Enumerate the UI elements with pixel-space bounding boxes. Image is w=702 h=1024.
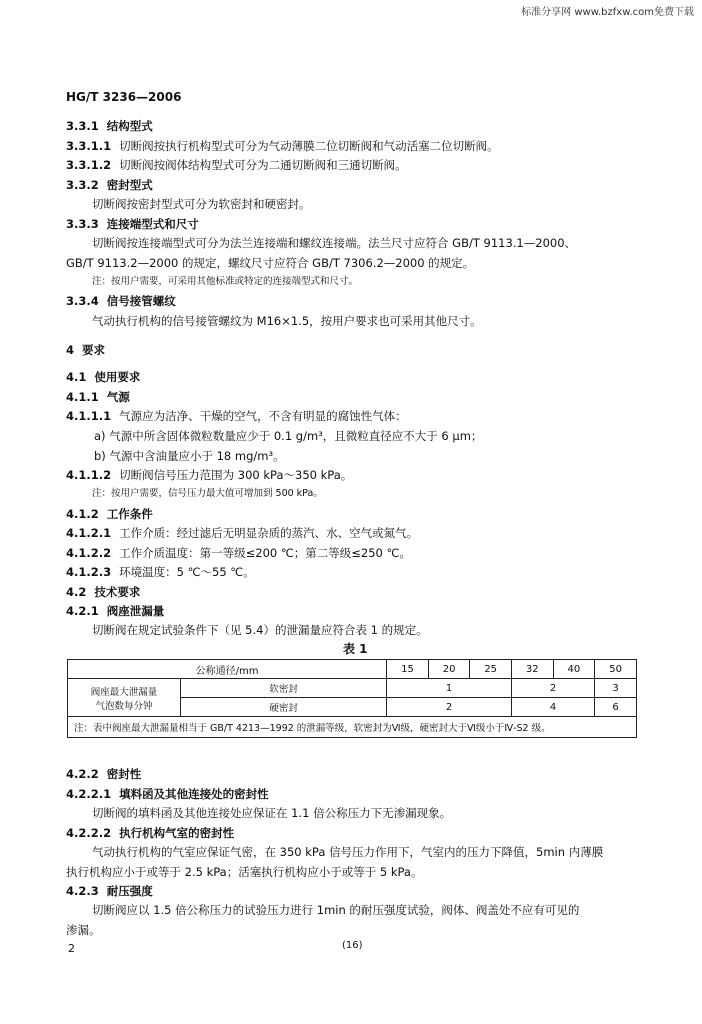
clause-text: 气源应为洁净、干燥的空气，不含有明显的腐蚀性气体： [119, 409, 407, 423]
dn-50: 50 [595, 660, 637, 679]
clause-text: 技术要求 [94, 585, 141, 599]
hard-seal-label: 硬密封 [181, 698, 387, 717]
clause-number: 4 [66, 343, 75, 357]
soft-value-small: 1 [387, 679, 512, 698]
dn-20: 20 [428, 660, 470, 679]
clause-number: 3.3.2 [66, 178, 99, 192]
clause-text: 工作条件 [106, 507, 153, 521]
text-line [66, 177, 153, 193]
text-line [92, 196, 311, 212]
clause-text: 气源 [106, 390, 130, 404]
clause-text: 连接端型式和尺寸 [106, 217, 199, 231]
clause-number: 4.1.2 [66, 507, 99, 521]
clause-text: 切断阀按连接端型式可分为法兰连接端和螺纹连接端。法兰尺寸应符合 GB/T 9113.1—2000、 [92, 236, 577, 250]
clause-text: 切断阀的填料函及其他连接处应保证在 1.1 倍公称压力下无渗漏现象。 [92, 806, 452, 820]
clause-text: 执行机构应小于或等于 2.5 kPa；活塞执行机构应小于或等于 5 kPa。 [66, 865, 423, 879]
text-line [66, 408, 407, 424]
clause-number: 4.1 [66, 370, 87, 384]
clause-number: 4.1.2.1 [66, 526, 112, 540]
clause-text: b) 气源中含油量应小于 18 mg/m³。 [94, 449, 285, 463]
text-line [66, 138, 499, 154]
text-line [66, 506, 153, 522]
clause-text: 阀座泄漏量 [106, 604, 165, 618]
clause-text: 耐压强度 [106, 884, 153, 898]
clause-number: 3.3.4 [66, 294, 99, 308]
text-line [66, 883, 153, 899]
clause-number: 4.2.2.1 [66, 787, 112, 801]
clause-number: 3.3.1.2 [66, 158, 112, 172]
clause-number: 4.1.2.3 [66, 565, 112, 579]
clause-text: 结构型式 [106, 119, 153, 133]
clause-text: 使用要求 [94, 370, 141, 384]
clause-text: GB/T 9113.2—2000 的规定，螺纹尺寸应符合 GB/T 7306.2—2000 的规定。 [66, 256, 475, 270]
clause-number: 4.1.1 [66, 390, 99, 404]
text-line [66, 255, 474, 271]
dn-40: 40 [553, 660, 595, 679]
clause-text: 执行机构气室的密封性 [119, 826, 235, 840]
clause-text: 工作介质温度：第一等级≤200 ℃；第二等级≤250 ℃。 [119, 546, 411, 560]
clause-text: 切断阀应以 1.5 倍公称压力的试验压力进行 1min 的耐压强度试验，阀体、阀盖处不应有可见的 [92, 903, 580, 917]
text-line [66, 467, 352, 483]
header-label: 公称通径/mm [68, 660, 387, 679]
text-line [92, 486, 323, 502]
clause-text: 密封性 [106, 767, 142, 781]
dn-32: 32 [511, 660, 553, 679]
text-line [66, 786, 269, 802]
clause-number: 4.2.2.2 [66, 826, 112, 840]
clause-text: 切断阀按执行机构型式可分为气动薄膜二位切断阀和气动活塞二位切断阀。 [119, 139, 499, 153]
table-title: 表 1 [343, 642, 368, 656]
text-line [66, 603, 164, 619]
clause-number: 4.1.2.2 [66, 546, 112, 560]
leakage-table [67, 659, 637, 738]
clause-text: 切断阀按密封型式可分为软密封和硬密封。 [92, 197, 311, 211]
text-line [66, 864, 422, 880]
clause-text: 要求 [82, 343, 106, 357]
text-line [66, 525, 418, 541]
text-line [92, 235, 576, 251]
text-line [66, 118, 153, 134]
clause-text: 工作介质：经过滤后无明显杂质的蒸汽、水、空气或氮气。 [119, 526, 419, 540]
soft-value-mid: 2 [511, 679, 594, 698]
clause-text: 信号接管螺纹 [106, 294, 176, 308]
clause-text: 气动执行机构的信号接管螺纹为 M16×1.5，按用户要求也可采用其他尺寸。 [92, 314, 482, 328]
page-number: 2 [68, 942, 75, 955]
clause-number: 4.2.3 [66, 884, 99, 898]
hard-value-small: 2 [387, 698, 512, 717]
text-line [92, 805, 451, 821]
text-line [92, 902, 579, 918]
standard-number: HG/T 3236—2006 [66, 90, 182, 104]
dn-15: 15 [387, 660, 429, 679]
clause-text: 切断阀信号压力范围为 300 kPa～350 kPa。 [119, 468, 353, 482]
row-group-label [68, 679, 181, 717]
text-line [66, 766, 141, 782]
text-line [94, 428, 482, 444]
text-line [92, 844, 603, 860]
text-line [66, 545, 411, 561]
text-line [92, 313, 482, 329]
clause-number: 3.3.1 [66, 119, 99, 133]
hard-value-large: 6 [595, 698, 637, 717]
clause-number: 3.3.3 [66, 217, 99, 231]
clause-text: 气动执行机构的气室应保证气密，在 350 kPa 信号压力作用下，气室内的压力下降值，5min 内薄膜 [92, 845, 604, 859]
row-group-label-2: 气泡数每分钟 [95, 700, 153, 712]
text-line [66, 564, 255, 580]
clause-number: 4.2.1 [66, 604, 99, 618]
text-line [66, 584, 140, 600]
clause-text: 密封型式 [106, 178, 153, 192]
text-line [66, 922, 101, 938]
text-line [66, 342, 105, 358]
text-line [66, 293, 176, 309]
clause-text: a) 气源中所含固体微粒数量应少于 0.1 g/m³，且微粒直径应不大于 6 μm； [94, 429, 483, 443]
text-line [66, 825, 234, 841]
soft-seal-label: 软密封 [181, 679, 387, 698]
hard-value-mid: 4 [511, 698, 594, 717]
table-note: 注：表中阀座最大泄漏量相当于 GB/T 4213—1992 的泄漏等级，软密封为Ⅵ级，硬密封大于Ⅵ级小于Ⅳ-S2 级。 [68, 717, 637, 738]
dn-25: 25 [470, 660, 512, 679]
text-line [92, 622, 428, 638]
page-number-bracketed: (16) [342, 940, 363, 951]
clause-text: 填料函及其他连接处的密封性 [119, 787, 269, 801]
clause-text: 注：按用户需要，信号压力最大值可增加到 500 kPa。 [92, 488, 323, 499]
row-group-label-1: 阀座最大泄漏量 [90, 686, 158, 698]
clause-number: 4.2 [66, 585, 87, 599]
clause-number: 4.1.1.2 [66, 468, 112, 482]
clause-text: 环境温度：5 ℃～55 ℃。 [119, 565, 255, 579]
text-line [92, 274, 358, 290]
text-line [94, 448, 285, 464]
clause-number: 3.3.1.1 [66, 139, 112, 153]
clause-text: 渗漏。 [66, 923, 101, 937]
clause-text: 注：按用户需要，可采用其他标准或特定的连接端型式和尺寸。 [92, 276, 359, 287]
clause-number: 4.2.2 [66, 767, 99, 781]
text-line [66, 157, 407, 173]
soft-value-large: 3 [595, 679, 637, 698]
clause-text: 切断阀在规定试验条件下（见 5.4）的泄漏量应符合表 1 的规定。 [92, 623, 428, 637]
text-line [66, 216, 199, 232]
clause-number: 4.1.1.1 [66, 409, 112, 423]
text-line [66, 369, 140, 385]
text-line [66, 389, 130, 405]
clause-text: 切断阀按阀体结构型式可分为二通切断阀和三通切断阀。 [119, 158, 407, 172]
watermark-text: 标准分享网 www.bzfxw.com免费下载 [521, 7, 694, 18]
